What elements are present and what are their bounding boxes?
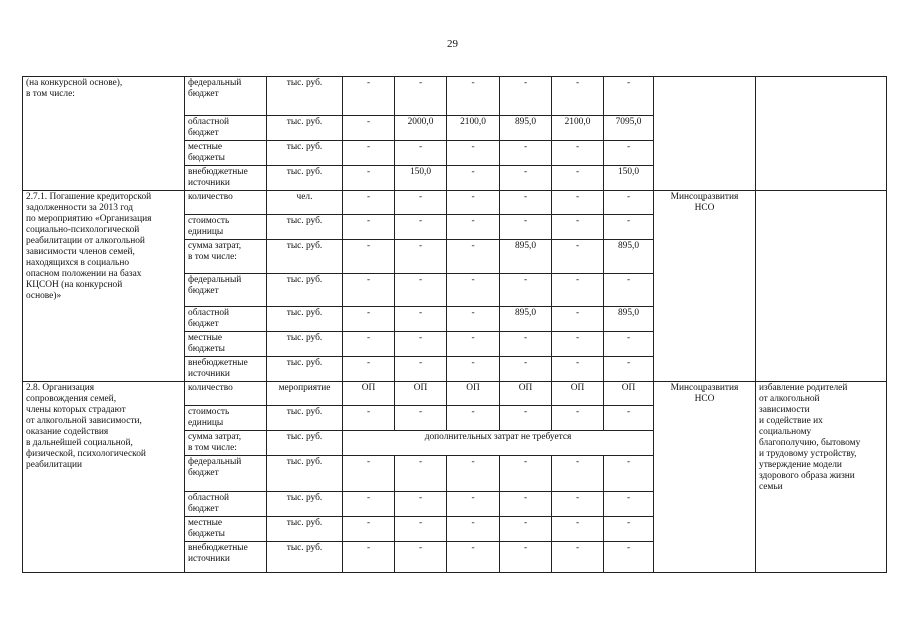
text-line: федеральный xyxy=(188,275,242,285)
table-row xyxy=(23,77,887,116)
indicator-cell xyxy=(185,240,267,274)
value-cell: - xyxy=(447,492,500,517)
text-line: в том числе: xyxy=(188,252,237,262)
value-cell: - xyxy=(552,307,604,332)
value-cell: - xyxy=(604,406,654,431)
value-cell: - xyxy=(500,406,552,431)
value-cell: 2000,0 xyxy=(395,116,447,141)
activity-name-cell xyxy=(23,382,185,573)
text-line: 2.7.1. Погашение кредиторской xyxy=(26,192,152,202)
value-cell: - xyxy=(552,517,604,542)
text-line: сопровождения семей, xyxy=(26,394,117,404)
value-cell: - xyxy=(604,274,654,307)
expected-result-cell xyxy=(756,191,887,382)
text-line: опасном положении на базах xyxy=(26,269,142,279)
value-cell: - xyxy=(343,517,395,542)
value-cell: - xyxy=(500,517,552,542)
text-line: Минсоцразвития xyxy=(670,383,739,393)
value-cell: - xyxy=(343,141,395,166)
text-line: утверждение модели xyxy=(759,460,842,470)
value-cell: ОП xyxy=(447,382,500,406)
value-cell: 150,0 xyxy=(395,166,447,191)
value-cell: - xyxy=(500,542,552,573)
indicator-cell xyxy=(185,274,267,307)
value-cell: - xyxy=(552,542,604,573)
value-cell: 895,0 xyxy=(604,240,654,274)
text-line: КЦСОН (на конкурсной xyxy=(26,280,123,290)
value-cell: - xyxy=(447,456,500,492)
indicator-cell xyxy=(185,191,267,215)
text-line: Минсоцразвития xyxy=(670,192,739,202)
text-line: социально-психологической xyxy=(26,225,140,235)
value-cell: - xyxy=(447,77,500,116)
value-cell: - xyxy=(395,77,447,116)
value-cell: - xyxy=(500,141,552,166)
value-cell: 895,0 xyxy=(604,307,654,332)
text-line: внебюджетные xyxy=(188,167,248,177)
value-cell: - xyxy=(500,492,552,517)
value-cell: - xyxy=(343,492,395,517)
value-cell: - xyxy=(552,77,604,116)
table-row xyxy=(23,382,887,406)
value-cell: - xyxy=(343,406,395,431)
text-line: областной xyxy=(188,308,230,318)
value-cell: - xyxy=(395,542,447,573)
value-cell: - xyxy=(343,240,395,274)
text-line: источники xyxy=(188,554,230,564)
value-cell: - xyxy=(447,357,500,382)
expected-result-cell xyxy=(756,77,887,191)
text-line: бюджет xyxy=(188,128,219,138)
indicator-cell xyxy=(185,77,267,116)
value-cell: - xyxy=(447,166,500,191)
text-line: избавление родителей xyxy=(759,383,848,393)
text-line: физической, психологической xyxy=(26,449,146,459)
indicator-cell xyxy=(185,141,267,166)
value-cell: - xyxy=(343,274,395,307)
value-cell: - xyxy=(447,240,500,274)
text-line: социальному xyxy=(759,427,812,437)
value-cell: - xyxy=(500,166,552,191)
value-cell: - xyxy=(552,215,604,240)
value-cell: - xyxy=(447,332,500,357)
text-line: (на конкурсной основе), xyxy=(26,78,123,88)
value-cell: - xyxy=(395,357,447,382)
value-cell: ОП xyxy=(395,382,447,406)
unit-cell: тыс. руб. xyxy=(267,166,343,191)
value-cell: ОП xyxy=(552,382,604,406)
activity-name-cell xyxy=(23,191,185,382)
value-cell: ОП xyxy=(604,382,654,406)
text-line: бюджет xyxy=(188,89,219,99)
text-line: количество xyxy=(188,192,233,202)
text-line: бюджет xyxy=(188,468,219,478)
text-line: бюджеты xyxy=(188,344,225,354)
text-line: в том числе: xyxy=(188,443,237,453)
value-cell: 2100,0 xyxy=(447,116,500,141)
value-cell: - xyxy=(447,215,500,240)
value-cell: - xyxy=(604,191,654,215)
value-cell: ОП xyxy=(343,382,395,406)
text-line: зависимости членов семей, xyxy=(26,247,135,257)
value-cell: - xyxy=(604,517,654,542)
value-cell: - xyxy=(343,191,395,215)
value-cell: - xyxy=(447,406,500,431)
table-body xyxy=(23,77,887,573)
value-cell: - xyxy=(395,517,447,542)
value-cell: ОП xyxy=(500,382,552,406)
unit-cell: тыс. руб. xyxy=(267,517,343,542)
text-line: стоимость xyxy=(188,407,230,417)
value-cell: 150,0 xyxy=(604,166,654,191)
unit-cell: тыс. руб. xyxy=(267,406,343,431)
text-line: НСО xyxy=(694,394,715,404)
value-cell: - xyxy=(604,215,654,240)
text-line: от алкогольной xyxy=(759,394,820,404)
value-cell: - xyxy=(447,274,500,307)
value-cell: - xyxy=(447,307,500,332)
text-line: благополучию, бытовому xyxy=(759,438,861,448)
value-cell: - xyxy=(604,492,654,517)
text-line: областной xyxy=(188,493,230,503)
value-cell: 895,0 xyxy=(500,307,552,332)
value-cell: - xyxy=(552,274,604,307)
executor-cell xyxy=(654,191,756,382)
indicator-cell xyxy=(185,332,267,357)
text-line: бюджеты xyxy=(188,153,225,163)
text-line: бюджет xyxy=(188,504,219,514)
value-cell: - xyxy=(604,357,654,382)
text-line: здорового образа жизни xyxy=(759,471,855,481)
executor-cell xyxy=(654,77,756,191)
text-line: 2.8. Организация xyxy=(26,383,95,393)
unit-cell: тыс. руб. xyxy=(267,116,343,141)
text-line: от алкогольной зависимости, xyxy=(26,416,142,426)
indicator-cell xyxy=(185,116,267,141)
text-line: бюджеты xyxy=(188,529,225,539)
indicator-cell xyxy=(185,406,267,431)
unit-cell: тыс. руб. xyxy=(267,456,343,492)
text-line: единицы xyxy=(188,227,224,237)
indicator-cell xyxy=(185,382,267,406)
value-cell: - xyxy=(395,492,447,517)
value-cell: - xyxy=(395,215,447,240)
value-cell: - xyxy=(552,141,604,166)
value-cell: 895,0 xyxy=(500,240,552,274)
value-cell: - xyxy=(552,492,604,517)
text-line: сумма затрат, xyxy=(188,432,242,442)
value-cell: - xyxy=(447,517,500,542)
value-cell: - xyxy=(500,77,552,116)
text-line: местные xyxy=(188,333,223,343)
text-line: зависимости xyxy=(759,405,810,415)
value-cell: - xyxy=(447,141,500,166)
indicator-cell xyxy=(185,307,267,332)
text-line: местные xyxy=(188,142,223,152)
value-cell: - xyxy=(604,542,654,573)
unit-cell: тыс. руб. xyxy=(267,357,343,382)
text-line: внебюджетные xyxy=(188,543,248,553)
text-line: члены которых страдают xyxy=(26,405,126,415)
indicator-cell xyxy=(185,431,267,456)
value-cell: - xyxy=(552,357,604,382)
value-cell: - xyxy=(552,166,604,191)
value-cell: - xyxy=(395,456,447,492)
value-cell: - xyxy=(343,456,395,492)
indicator-cell xyxy=(185,357,267,382)
value-cell: 2100,0 xyxy=(552,116,604,141)
text-line: стоимость xyxy=(188,216,230,226)
value-cell: - xyxy=(552,191,604,215)
text-line: сумма затрат, xyxy=(188,241,242,251)
text-line: НСО xyxy=(694,203,715,213)
value-cell: - xyxy=(604,456,654,492)
text-line: и трудовому устройству, xyxy=(759,449,857,459)
value-cell: - xyxy=(604,332,654,357)
value-cell: - xyxy=(500,456,552,492)
text-line: количество xyxy=(188,383,233,393)
unit-cell: тыс. руб. xyxy=(267,274,343,307)
text-line: федеральный xyxy=(188,457,242,467)
text-line: единицы xyxy=(188,418,224,428)
text-line: оказание содействия xyxy=(26,427,109,437)
indicator-cell xyxy=(185,215,267,240)
unit-cell: тыс. руб. xyxy=(267,431,343,456)
text-line: реабилитации xyxy=(26,460,83,470)
unit-cell: тыс. руб. xyxy=(267,332,343,357)
value-cell: - xyxy=(343,166,395,191)
program-table xyxy=(22,76,887,573)
value-cell: - xyxy=(604,77,654,116)
value-cell: 7095,0 xyxy=(604,116,654,141)
indicator-cell xyxy=(185,517,267,542)
unit-cell: тыс. руб. xyxy=(267,77,343,116)
executor-cell xyxy=(654,382,756,573)
value-cell: - xyxy=(343,116,395,141)
value-cell: - xyxy=(395,307,447,332)
value-cell: - xyxy=(395,406,447,431)
text-line: бюджет xyxy=(188,319,219,329)
unit-cell: чел. xyxy=(267,191,343,215)
value-cell: - xyxy=(343,357,395,382)
indicator-cell xyxy=(185,492,267,517)
value-cell: - xyxy=(552,406,604,431)
page-number: 29 xyxy=(447,38,458,50)
text-line: федеральный xyxy=(188,78,242,88)
value-cell: - xyxy=(604,141,654,166)
indicator-cell xyxy=(185,166,267,191)
indicator-cell xyxy=(185,456,267,492)
value-cell: - xyxy=(500,332,552,357)
text-line: в дальнейшей социальной, xyxy=(26,438,133,448)
unit-cell: мероприятие xyxy=(267,382,343,406)
unit-cell: тыс. руб. xyxy=(267,307,343,332)
value-cell: - xyxy=(500,274,552,307)
value-cell: - xyxy=(343,542,395,573)
value-cell: - xyxy=(343,332,395,357)
value-cell: - xyxy=(395,274,447,307)
expected-result-cell xyxy=(756,382,887,573)
value-cell: - xyxy=(395,141,447,166)
text-line: находящихся в социально xyxy=(26,258,130,268)
unit-cell: тыс. руб. xyxy=(267,542,343,573)
value-cell: - xyxy=(395,332,447,357)
text-line: в том числе: xyxy=(26,89,75,99)
text-line: реабилитации от алкогольной xyxy=(26,236,145,246)
value-cell: - xyxy=(500,191,552,215)
unit-cell: тыс. руб. xyxy=(267,492,343,517)
value-cell: - xyxy=(343,307,395,332)
unit-cell: тыс. руб. xyxy=(267,215,343,240)
text-line: задолженности за 2013 год xyxy=(26,203,134,213)
value-cell: - xyxy=(500,357,552,382)
unit-cell: тыс. руб. xyxy=(267,141,343,166)
value-cell: - xyxy=(552,456,604,492)
indicator-cell xyxy=(185,542,267,573)
unit-cell: тыс. руб. xyxy=(267,240,343,274)
value-cell: - xyxy=(343,215,395,240)
text-line: основе)» xyxy=(26,291,62,301)
text-line: местные xyxy=(188,518,223,528)
value-cell: - xyxy=(343,77,395,116)
activity-name-cell xyxy=(23,77,185,191)
value-cell: - xyxy=(447,191,500,215)
value-cell: - xyxy=(552,332,604,357)
text-line: бюджет xyxy=(188,286,219,296)
value-cell: - xyxy=(395,240,447,274)
value-cell: 895,0 xyxy=(500,116,552,141)
text-line: источники xyxy=(188,369,230,379)
table-row xyxy=(23,191,887,215)
text-line: и содействие их xyxy=(759,416,823,426)
value-cell: - xyxy=(447,542,500,573)
text-line: областной xyxy=(188,117,230,127)
text-line: внебюджетные xyxy=(188,358,248,368)
value-cell: - xyxy=(500,215,552,240)
value-cell: - xyxy=(395,191,447,215)
text-line: по мероприятию «Организация xyxy=(26,214,152,224)
text-line: источники xyxy=(188,178,230,188)
text-line: семьи xyxy=(759,482,783,492)
merged-note-cell: дополнительных затрат не требуется xyxy=(343,431,654,456)
value-cell: - xyxy=(552,240,604,274)
